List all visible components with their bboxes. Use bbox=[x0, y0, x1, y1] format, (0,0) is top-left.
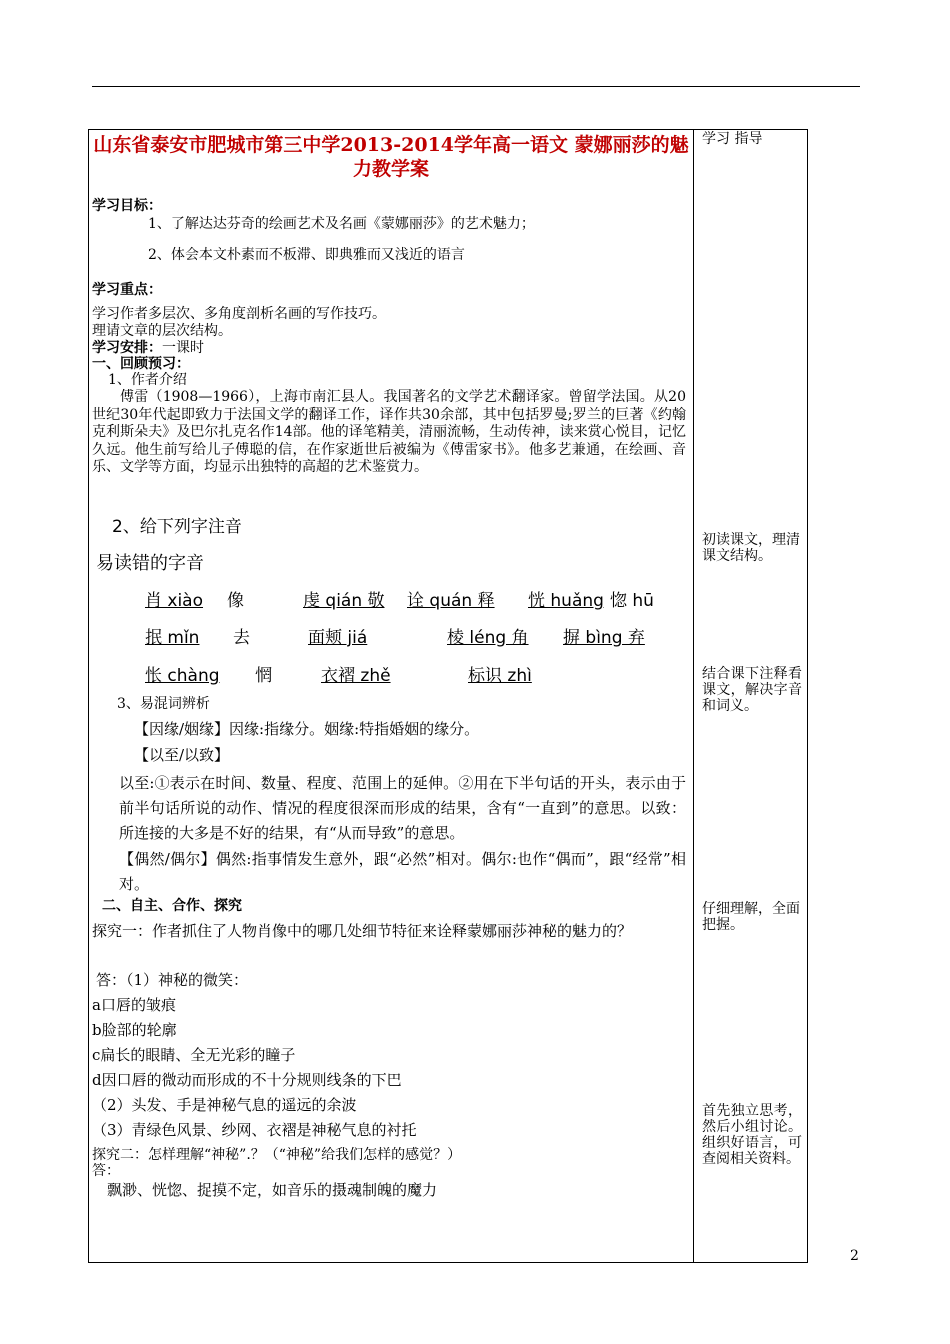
focus-line-2: 理请文章的层次结构。 bbox=[92, 323, 232, 339]
objective-1: 1、了解达达芬奇的绘画艺术及名画《蒙娜丽莎》的艺术魅力； bbox=[148, 216, 535, 232]
pinyin-item: 棱 léng 角 bbox=[447, 628, 529, 648]
side-header: 学习 指导 bbox=[702, 131, 763, 147]
question-1: 探究一：作者抓住了人物肖像中的哪几处细节特征来诠释蒙娜丽莎神秘的魅力的？ bbox=[92, 922, 633, 940]
focus-heading: 学习重点： bbox=[92, 282, 162, 298]
answer-1-item: b脸部的轮廓 bbox=[92, 1021, 177, 1039]
confusable-words-heading: 3、易混词辨析 bbox=[117, 696, 210, 712]
yinyuan-entry: 【因缘/姻缘】因缘:指缘分。姻缘:特指婚姻的缘分。 bbox=[134, 720, 480, 738]
arrangement bbox=[92, 340, 204, 356]
author-intro-text: 傅雷（1908—1966），上海市南汇县人。我国著名的文学艺术翻译家。曾留学法国。从20世纪30年代起即致力于法国文学的翻译工作，译作共30余部，其中包括罗曼;罗兰的巨著《约翰 克利斯朵夫》及巴尔扎克名作14部。他的译笔精美，清丽流畅，生动传神，读来赏心悦目，记忆久远。他生前写给儿子傅聪的信，在作家逝世后被编为《傅雷家书》。他多艺兼通，在绘画、音乐、文学等方面，均显示出独特的高超的艺术鉴赏力。 bbox=[92, 389, 686, 475]
review-heading: 一、回顾预习： bbox=[92, 356, 190, 372]
objective-2: 2、体会本文朴素而不板滞、即典雅而又浅近的语言 bbox=[148, 247, 465, 263]
pinyin-section-heading: 2、给下列字注音 bbox=[112, 517, 242, 537]
pinyin-item: 诠 quán 释 bbox=[407, 591, 495, 611]
answer-1-part-2: （2）头发、手是神秘气息的遥远的余波 bbox=[92, 1096, 357, 1114]
focus-line-1: 学习作者多层次、多角度剖析名画的写作技巧。 bbox=[92, 306, 386, 322]
side-note-4: 首先独立思考，然后小组讨论。组织好语言，可查阅相关资料。 bbox=[702, 1103, 802, 1167]
pinyin-item: 标识 zhì bbox=[468, 666, 532, 686]
pinyin-item: 衣褶 zhě bbox=[321, 666, 391, 686]
pinyin-item: 抿 mǐn bbox=[145, 628, 200, 648]
answer-1-part-3: （3）青绿色风景、纱网、衣褶是神秘气息的衬托 bbox=[92, 1121, 417, 1139]
page-number: 2 bbox=[850, 1248, 859, 1264]
pinyin-item: 肖 xiào bbox=[145, 591, 204, 611]
yizhi-text: 以至:①表示在时间、数量、程度、范围上的延伸。②用在下半句话的开头，表示由于前半句话所说的动作、情况的程度很深而形成的结果，含有“一直到”的意思。以致：所连接的大多是不好的结果，有“从而导致”的意思。 bbox=[119, 774, 686, 842]
answer-2-heading: 答： bbox=[92, 1163, 120, 1179]
misread-heading: 易读错的字音 bbox=[96, 553, 204, 574]
pinyin-item: 怅 chàng bbox=[145, 666, 220, 686]
yizhi-heading: 【以至/以致】 bbox=[134, 746, 230, 764]
column-divider bbox=[693, 129, 694, 1263]
answer-1-item: c扁长的眼睛、全无光彩的瞳子 bbox=[92, 1046, 296, 1064]
question-2: 探究二：怎样理解“神秘”.？（“神秘”给我们怎样的感觉？） bbox=[92, 1147, 462, 1163]
pinyin-item: 摒 bìng 弃 bbox=[563, 628, 645, 648]
ouran-text: 【偶然/偶尔】偶然:指事情发生意外，跟“必然”相对。偶尔:也作“偶而”，跟“经常”相对。 bbox=[119, 850, 686, 893]
answer-1-item: a口唇的皱痕 bbox=[92, 996, 176, 1014]
answer-2: 飘渺、恍惚、捉摸不定，如音乐的摄魂制魄的魔力 bbox=[107, 1181, 438, 1199]
header-rule bbox=[92, 86, 860, 87]
pinyin-item: 虔 qián 敬 bbox=[303, 591, 385, 611]
document-title: 山东省泰安市肥城市第三中学2013-2014学年高一语文 蒙娜丽莎的魅力教学案 bbox=[93, 134, 689, 180]
pinyin-item: 像 bbox=[227, 591, 244, 611]
answer-1-heading: 答：（1）神秘的微笑： bbox=[96, 971, 249, 989]
side-note-3: 仔细理解，全面把握。 bbox=[702, 901, 800, 933]
objectives-heading: 学习目标： bbox=[92, 198, 162, 214]
pinyin-item: 面颊 jiá bbox=[308, 628, 368, 648]
side-note-2: 结合课下注释看课文，解决字音和词义。 bbox=[702, 666, 802, 714]
side-note-1: 初读课文，理清课文结构。 bbox=[702, 532, 800, 564]
pinyin-item: 惘 bbox=[255, 666, 272, 686]
explore-heading: 二、自主、合作、探究 bbox=[102, 898, 242, 914]
arrangement-value: 一课时 bbox=[162, 340, 204, 356]
answer-1-item: d因口唇的微动而形成的不十分规则线条的下巴 bbox=[92, 1071, 402, 1089]
pinyin-item: 去 bbox=[233, 628, 250, 648]
arrangement-heading: 学习安排： bbox=[92, 340, 162, 356]
pinyin-item: 惚 hū bbox=[610, 591, 654, 611]
author-intro-heading: 1、作者介绍 bbox=[108, 372, 187, 388]
pinyin-item: 恍 huǎng bbox=[528, 591, 604, 611]
